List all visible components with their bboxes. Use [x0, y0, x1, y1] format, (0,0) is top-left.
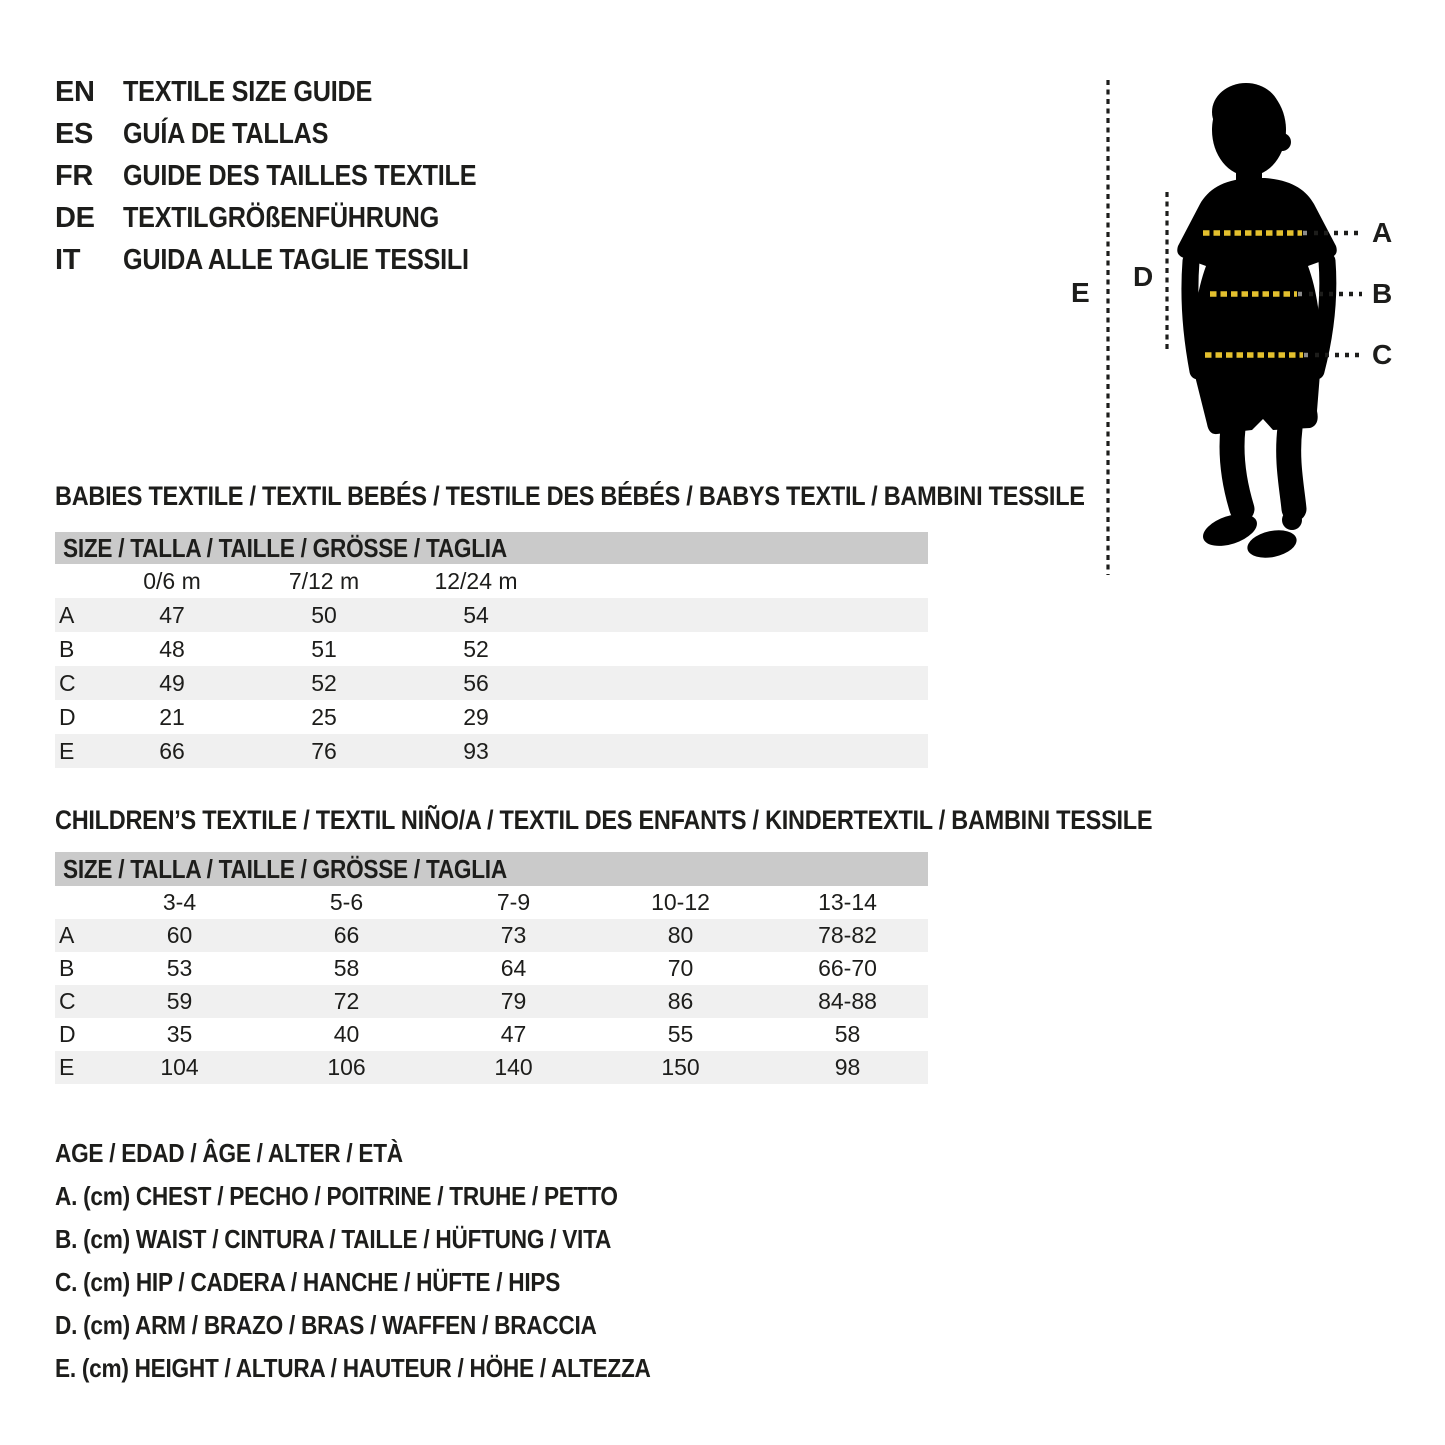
- legend-line-arm: [55, 1304, 740, 1347]
- table-row: [55, 632, 928, 666]
- figure-label-b: B: [1372, 278, 1393, 309]
- value-cell: 35: [166, 1021, 193, 1047]
- table-row: [55, 1051, 928, 1084]
- legend-line-hip: [55, 1261, 740, 1304]
- legend-line-age: [55, 1132, 740, 1175]
- figure-label-a: A: [1372, 217, 1393, 248]
- column-header: 3-4: [162, 889, 197, 915]
- lang-code: ES: [55, 117, 94, 150]
- right-leg-shape: [1289, 428, 1294, 509]
- hair-shape: [1212, 83, 1280, 141]
- table-row: [55, 666, 928, 700]
- table-row: [55, 734, 928, 768]
- babies-heading-text: BABIES TEXTILE / TEXTIL BEBÉS / TESTILE DES BÉBÉS / BABYS TEXTIL / BAMBINI TESSILE: [55, 481, 1085, 511]
- column-header-row: [55, 886, 928, 919]
- lang-code: FR: [55, 159, 94, 192]
- size-header-bar: [55, 532, 928, 564]
- table-row: [55, 952, 928, 985]
- child-silhouette-figure: [1040, 55, 1445, 600]
- lang-title: GUÍA DE TALLAS: [123, 117, 329, 150]
- value-cell: 59: [166, 988, 193, 1014]
- shirt-shape: [1177, 178, 1337, 355]
- language-title-block: [55, 71, 529, 281]
- value-cell: 78-82: [818, 922, 877, 948]
- column-header: 13-14: [818, 889, 877, 915]
- column-header: 7-9: [496, 889, 531, 915]
- right-ankle-shape: [1282, 510, 1302, 530]
- row-label: D: [59, 703, 76, 730]
- value-cell: 60: [166, 922, 193, 948]
- lang-title: TEXTILGRÖßENFÜHRUNG: [123, 201, 440, 234]
- lang-title: TEXTILE SIZE GUIDE: [123, 75, 373, 108]
- value-cell: 70: [667, 955, 694, 981]
- children-table-heading: [55, 805, 1316, 836]
- value-cell: 53: [166, 955, 193, 981]
- value-cell: 48: [159, 635, 185, 662]
- row-label: C: [59, 669, 76, 696]
- value-cell: 140: [494, 1054, 533, 1080]
- row-label: C: [59, 988, 76, 1014]
- column-header: 7/12 m: [288, 567, 360, 594]
- lang-code: DE: [55, 201, 95, 234]
- value-cell: 21: [159, 703, 185, 730]
- column-header: 5-6: [329, 889, 364, 915]
- children-size-table: [55, 852, 928, 1084]
- value-cell: 25: [311, 703, 337, 730]
- table-row: [55, 919, 928, 952]
- value-cell: 84-88: [818, 988, 877, 1014]
- value-cell: 150: [661, 1054, 700, 1080]
- value-cell: 73: [500, 922, 527, 948]
- legend-text: A. (cm) CHEST / PECHO / POITRINE / TRUHE / PETTO: [55, 1181, 618, 1211]
- lang-row-it: [55, 239, 529, 281]
- column-header: 10-12: [651, 889, 710, 915]
- value-cell: 66: [159, 737, 185, 764]
- column-header-row: [55, 564, 928, 598]
- table-row: [55, 1018, 928, 1051]
- legend-line-waist: [55, 1218, 740, 1261]
- lang-row-fr: [55, 155, 529, 197]
- legend-text: AGE / EDAD / ÂGE / ALTER / ETÀ: [55, 1138, 403, 1168]
- value-cell: 98: [834, 1054, 861, 1080]
- babies-table-heading: [55, 481, 1239, 512]
- value-cell: 51: [311, 635, 337, 662]
- value-cell: 54: [463, 601, 489, 628]
- legend-text: C. (cm) HIP / CADERA / HANCHE / HÜFTE / HIPS: [55, 1267, 561, 1297]
- value-cell: 106: [327, 1054, 366, 1080]
- measurement-legend: [55, 1132, 740, 1390]
- value-cell: 52: [463, 635, 489, 662]
- figure-label-d: D: [1133, 261, 1154, 292]
- table-row: [55, 598, 928, 632]
- lang-row-de: [55, 197, 529, 239]
- table-row: [55, 700, 928, 734]
- value-cell: 80: [667, 922, 694, 948]
- babies-size-table: [55, 532, 928, 768]
- value-cell: 40: [333, 1021, 360, 1047]
- column-header: 12/24 m: [434, 567, 518, 594]
- value-cell: 76: [311, 737, 337, 764]
- row-label: E: [59, 1054, 75, 1080]
- shorts-shape: [1192, 348, 1322, 434]
- value-cell: 64: [500, 955, 527, 981]
- value-cell: 58: [834, 1021, 861, 1047]
- legend-line-chest: [55, 1175, 740, 1218]
- value-cell: 55: [667, 1021, 694, 1047]
- value-cell: 58: [333, 955, 360, 981]
- value-cell: 86: [667, 988, 694, 1014]
- value-cell: 52: [311, 669, 337, 696]
- value-cell: 50: [311, 601, 337, 628]
- hair-bump: [1273, 133, 1291, 151]
- row-label: B: [59, 635, 75, 662]
- size-header-text: SIZE / TALLA / TAILLE / GRÖSSE / TAGLIA: [63, 853, 507, 884]
- lang-code: IT: [55, 243, 81, 276]
- value-cell: 47: [159, 601, 185, 628]
- legend-text: B. (cm) WAIST / CINTURA / TAILLE / HÜFTUNG / VITA: [55, 1224, 612, 1254]
- lang-title: GUIDE DES TAILLES TEXTILE: [123, 159, 477, 192]
- row-label: A: [59, 922, 75, 948]
- value-cell: 47: [500, 1021, 527, 1047]
- value-cell: 56: [463, 669, 489, 696]
- figure-label-e: E: [1071, 277, 1090, 308]
- value-cell: 72: [333, 988, 360, 1014]
- value-cell: 66: [333, 922, 360, 948]
- value-cell: 49: [159, 669, 185, 696]
- row-label: E: [59, 737, 75, 764]
- value-cell: 66-70: [818, 955, 877, 981]
- lang-row-es: [55, 113, 529, 155]
- children-heading-text: CHILDREN’S TEXTILE / TEXTIL NIÑO/A / TEXTIL DES ENFANTS / KINDERTEXTIL / BAMBINI TESSILE: [55, 805, 1153, 835]
- value-cell: 104: [160, 1054, 199, 1080]
- lang-title: GUIDA ALLE TAGLIE TESSILI: [123, 243, 469, 276]
- column-header: 0/6 m: [143, 567, 201, 594]
- row-label: D: [59, 1021, 76, 1047]
- size-header-bar: [55, 852, 928, 886]
- lang-row-en: [55, 71, 529, 113]
- figure-label-c: C: [1372, 339, 1393, 370]
- size-header-text: SIZE / TALLA / TAILLE / GRÖSSE / TAGLIA: [63, 532, 507, 563]
- table-row: [55, 985, 928, 1018]
- legend-line-height: [55, 1347, 740, 1390]
- value-cell: 79: [500, 988, 527, 1014]
- row-label: A: [59, 601, 75, 628]
- legend-text: D. (cm) ARM / BRAZO / BRAS / WAFFEN / BRACCIA: [55, 1310, 597, 1340]
- value-cell: 29: [463, 703, 489, 730]
- lang-code: EN: [55, 75, 95, 108]
- value-cell: 93: [463, 737, 489, 764]
- legend-text: E. (cm) HEIGHT / ALTURA / HAUTEUR / HÖHE / ALTEZZA: [55, 1353, 651, 1383]
- row-label: B: [59, 955, 75, 981]
